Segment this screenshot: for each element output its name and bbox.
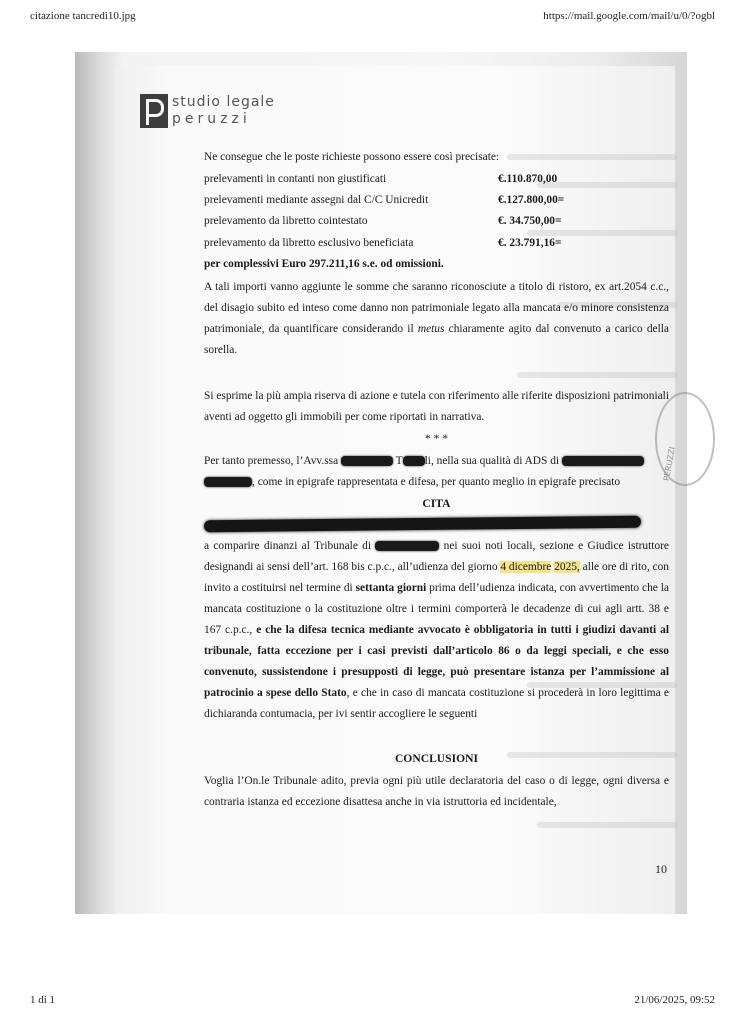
logo-line-2: peruzzi: [172, 111, 251, 127]
paragraph-reserve: Si esprime la più ampia riserva di azione e tutela con riferimento alle riferite disposizioni patrimoniali aventi ad oggetto gli immobili per come riportati in narrativa.: [204, 390, 669, 423]
redacted-name: [562, 456, 644, 466]
redacted-name: [341, 456, 393, 466]
print-header: [30, 10, 715, 26]
conclusioni-heading: CONCLUSIONI: [394, 752, 479, 765]
item-amount: €.110.870,00: [498, 173, 558, 185]
bleed-through: [537, 182, 677, 188]
text: Per tanto premesso, l’Avv.ssa: [204, 455, 341, 467]
studio-logo: [140, 92, 360, 132]
print-footer: [30, 994, 715, 1010]
print-datetime: 21/06/2025, 09:52: [634, 994, 715, 1006]
paragraph-damages: [204, 277, 669, 361]
file-name: citazione tancredi10.jpg: [30, 10, 136, 22]
legal-notice: e che la difesa tecnica mediante avvocato è obbligatoria in tutti i giudizi davanti al tribunale, fatta eccezione per i casi previsti dall’articolo 86 o da leggi speciali, e che esso convenuto, sussistendone i presupposti di legge, può presentare istanza per l’ammissione al patrocinio a spese dello Stato: [204, 624, 669, 699]
text: , e che in caso di mancata costituzione si procederà in loro legittima e dichiaranda contumacia, per ivi sentir accogliere le seguenti: [204, 687, 669, 720]
deadline-days: settanta giorni: [355, 582, 427, 594]
text: chiaramente agito dal convenuto a carico della sorella.: [204, 323, 669, 356]
hearing-year: 2025,: [554, 561, 580, 573]
redacted-name: [204, 477, 252, 487]
total-line: per complessivi Euro 297.211,16 s.e. od omissioni.: [204, 258, 444, 270]
item-label: prelevamenti mediante assegni dal C/C Unicredit: [204, 194, 429, 206]
text: , come in epigrafe rappresentata e difesa, per quanto meglio in epigrafe precisato: [252, 476, 621, 488]
text: a comparire dinanzi al Tribunale di: [204, 540, 376, 552]
cita-heading: CITA: [422, 497, 451, 510]
page-counter: 1 di 1: [30, 994, 56, 1006]
intro-line: Ne consegue che le poste richieste possono essere così precisate:: [204, 151, 500, 163]
logo-line-1: studio legale: [172, 94, 275, 110]
bleed-through: [537, 822, 677, 828]
paragraph-summons: [204, 536, 669, 725]
item-amount: €. 34.750,00=: [498, 215, 562, 227]
metus-word: metus: [417, 323, 445, 335]
stamp-text: PERUZZI: [662, 446, 677, 482]
item-label: prelevamento da libretto cointestato: [204, 215, 368, 227]
bleed-through: [517, 372, 677, 378]
paragraph-conclusions: Voglia l’On.le Tribunale adito, previa ogni più utile declaratoria del caso o di legge, ogni diversa e contraria istanza ed eccezione disattesa anche in via istruttoria ed incidentale,: [204, 775, 669, 808]
section-separator: * * *: [424, 432, 449, 445]
logo-p-mark: [140, 94, 168, 128]
item-label: prelevamento da libretto esclusivo beneficiata: [204, 237, 414, 249]
text: alle ore di rito, con invito a costituirsi nel termine di: [204, 561, 670, 594]
redacted-city: [375, 541, 439, 551]
item-label: prelevamenti in contanti non giustificati: [204, 173, 387, 185]
text: A tali importi vanno aggiunte le somme che saranno riconosciute a titolo di ristoro, ex art.2054 c.c., del disagio subito ed inteso come danno non patrimoniale legato alla mancata e/o minore consistenza patrimoniale, da quantificare considerando il: [204, 281, 669, 335]
redacted-name: [403, 456, 425, 466]
text: nei suoi noti locali, sezione e Giudice istruttore designandi ai sensi dell’art. 168 bis c.p.c., all’udienza del giorno: [204, 540, 669, 573]
item-amount: €.127.800,00=: [498, 194, 565, 206]
page-number: 10: [655, 862, 667, 876]
paragraph-premise: [204, 451, 669, 493]
bleed-through: [507, 154, 677, 160]
text: T: [395, 455, 403, 467]
text: li, nella sua qualità di ADS di: [424, 455, 562, 467]
bleed-through: [527, 230, 677, 236]
item-amount: €. 23.791,16=: [498, 237, 562, 249]
page-url: https://mail.google.com/mail/u/0/?ogbl: [543, 10, 715, 22]
hearing-date: 4 dicembre: [500, 561, 552, 573]
text: prima dell’udienza indicata, con avvertimento che la mancata costituzione o la costituzione oltre i termini comporterà le decadenze di cui agli artt. 38 e 167 c.p.c.,: [204, 582, 669, 636]
